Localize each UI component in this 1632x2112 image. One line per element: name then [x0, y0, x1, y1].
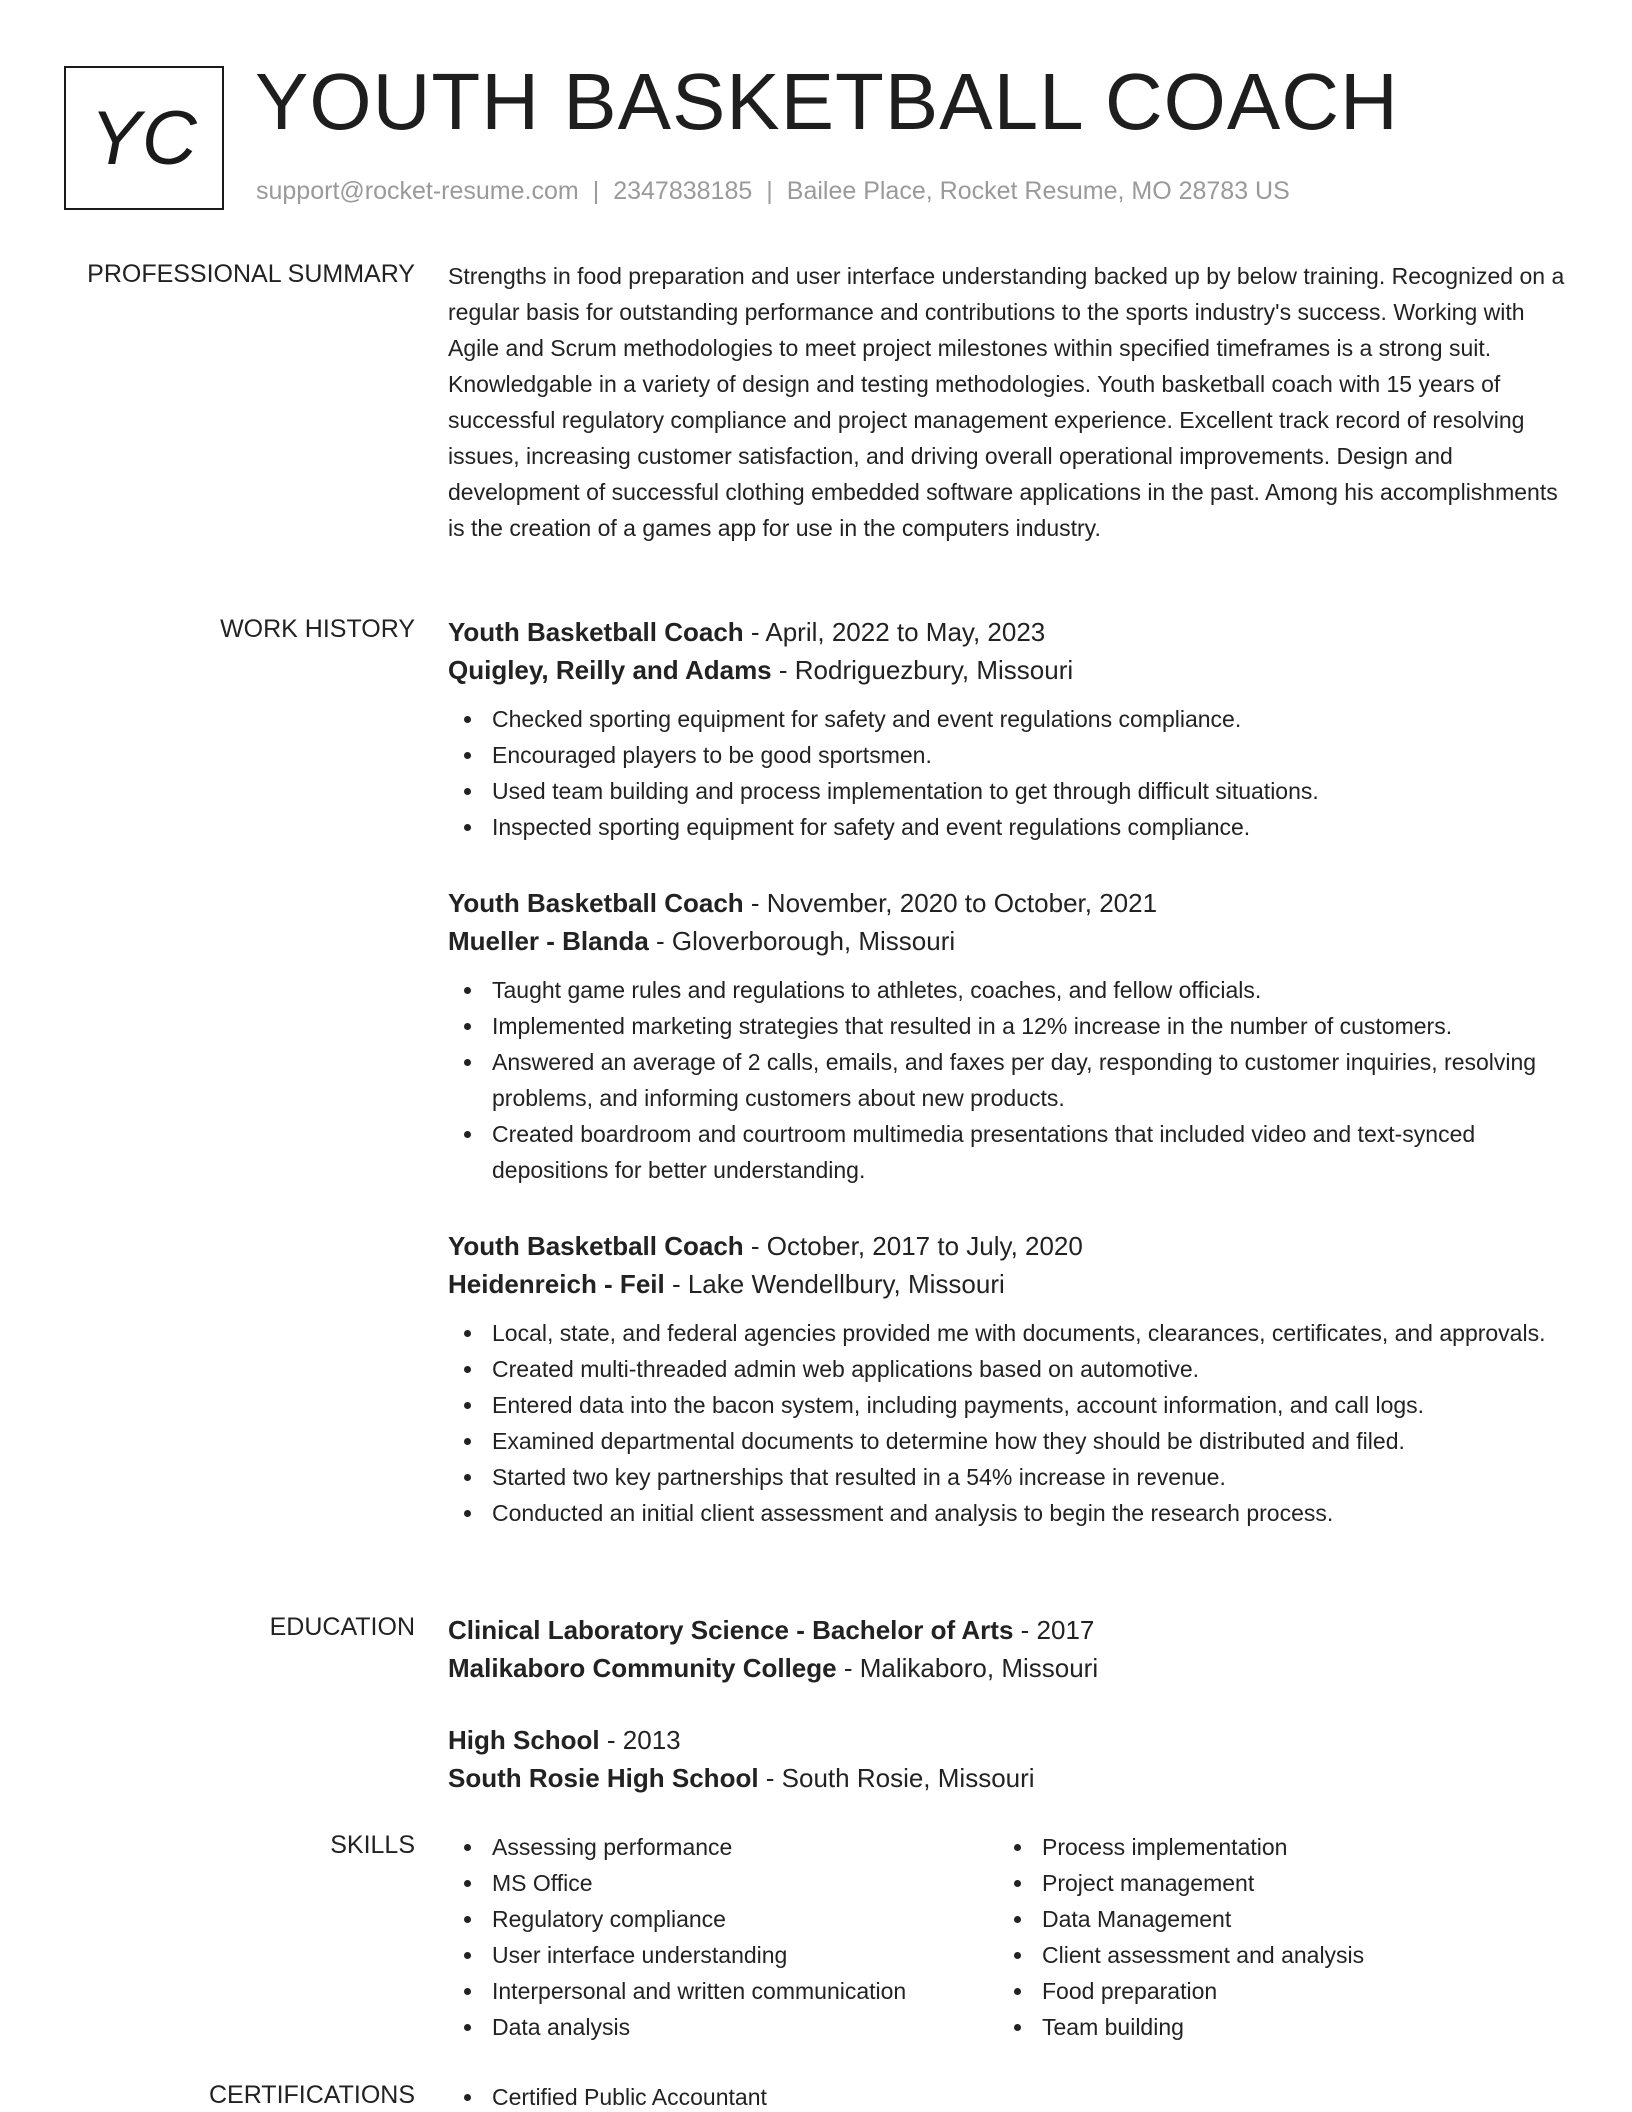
job-entry [448, 1227, 1572, 1531]
resume-name: YOUTH BASKETBALL COACH [255, 57, 1399, 146]
list-item: Regulatory compliance [448, 1901, 998, 1937]
list-item: Data analysis [448, 2009, 998, 2045]
education-school-line [448, 1759, 1572, 1797]
job-company-line [448, 651, 1572, 689]
list-item: Inspected sporting equipment for safety and event regulations compliance. [448, 809, 1572, 845]
job-title: Youth Basketball Coach [448, 888, 744, 918]
education-degree: High School [448, 1725, 600, 1755]
section-label-work-history: WORK HISTORY [220, 615, 415, 643]
education-school: Malikaboro Community College [448, 1653, 837, 1683]
list-item: Used team building and process implementation to get through difficult situations. [448, 773, 1572, 809]
list-item: Created boardroom and courtroom multimedia presentations that included video and text-synced depositions for better understanding. [448, 1116, 1572, 1188]
job-location: - Lake Wendellbury, Missouri [664, 1269, 1005, 1299]
list-item: Project management [998, 1865, 1548, 1901]
contact-separator: | [766, 177, 773, 205]
job-company: Quigley, Reilly and Adams [448, 655, 772, 685]
list-item: MS Office [448, 1865, 998, 1901]
job-title-line [448, 884, 1572, 922]
job-entry [448, 613, 1572, 845]
list-item: Answered an average of 2 calls, emails, and faxes per day, responding to customer inquiries, resolving problems, and informing customers about new products. [448, 1044, 1572, 1116]
job-bullets [448, 972, 1572, 1188]
certifications-content [448, 2079, 1572, 2112]
section-label-education: EDUCATION [269, 1613, 415, 1641]
job-company: Heidenreich - Feil [448, 1269, 665, 1299]
list-item: Examined departmental documents to determine how they should be distributed and filed. [448, 1423, 1572, 1459]
monogram-initials: YC [64, 66, 224, 210]
job-title-line [448, 1227, 1572, 1265]
list-item: Implemented marketing strategies that resulted in a 12% increase in the number of customers. [448, 1008, 1572, 1044]
list-item: Encouraged players to be good sportsmen. [448, 737, 1572, 773]
contact-phone[interactable]: 2347838185 [613, 177, 753, 205]
contact-line [256, 176, 1290, 206]
list-item: Conducted an initial client assessment and analysis to begin the research process. [448, 1495, 1572, 1531]
job-company: Mueller - Blanda [448, 926, 649, 956]
summary-text: Strengths in food preparation and user interface understanding backed up by below training. Recognized on a regular basis for outstanding performance and contributions to the sports industry's success. Working with Agile and Scrum methodologies to meet project milestones within specified timeframes is a strong suit. Knowledgable in a variety of design and testing methodologies. Youth basketball coach with 15 years of successful regulatory compliance and project management experience. Excellent track record of resolving issues, increasing customer satisfaction, and driving overall operational improvements. Design and development of successful clothing embedded software applications in the past. Among his accomplishments is the creation of a games app for use in the computers industry. [448, 263, 1565, 541]
list-item: Process implementation [998, 1829, 1548, 1865]
education-entry [448, 1721, 1572, 1797]
job-bullets [448, 1315, 1572, 1531]
list-item: Assessing performance [448, 1829, 998, 1865]
job-dates: - October, 2017 to July, 2020 [743, 1231, 1083, 1261]
job-title-line [448, 613, 1572, 651]
section-label-summary: PROFESSIONAL SUMMARY [87, 260, 415, 288]
contact-email[interactable]: support@rocket-resume.com [256, 177, 579, 205]
section-label-certifications: CERTIFICATIONS [208, 2081, 415, 2109]
list-item: Certified Public Accountant [448, 2079, 1572, 2112]
list-item: Team building [998, 2009, 1548, 2045]
job-company-line [448, 922, 1572, 960]
education-school: South Rosie High School [448, 1763, 759, 1793]
list-item: Food preparation [998, 1973, 1548, 2009]
job-dates: - November, 2020 to October, 2021 [743, 888, 1158, 918]
job-dates: - April, 2022 to May, 2023 [743, 617, 1046, 647]
list-item: Started two key partnerships that resulted in a 54% increase in revenue. [448, 1459, 1572, 1495]
list-item: Entered data into the bacon system, including payments, account information, and call logs. [448, 1387, 1572, 1423]
education-year: - 2017 [1013, 1615, 1095, 1645]
education-school-line [448, 1649, 1572, 1687]
list-item: Taught game rules and regulations to athletes, coaches, and fellow officials. [448, 972, 1572, 1008]
education-degree-line [448, 1611, 1572, 1649]
list-item: Local, state, and federal agencies provided me with documents, clearances, certificates, and approvals. [448, 1315, 1572, 1351]
contact-separator: | [592, 177, 600, 205]
list-item: Interpersonal and written communication [448, 1973, 998, 2009]
skills-column-right [998, 1829, 1548, 2045]
education-degree: Clinical Laboratory Science - Bachelor of Arts [448, 1615, 1014, 1645]
section-label-skills: SKILLS [330, 1831, 415, 1859]
job-location: - Gloverborough, Missouri [648, 926, 956, 956]
education-degree-line [448, 1721, 1572, 1759]
list-item: Data Management [998, 1901, 1548, 1937]
contact-address: Bailee Place, Rocket Resume, MO 28783 US [786, 177, 1290, 205]
job-title: Youth Basketball Coach [448, 617, 744, 647]
education-location: - South Rosie, Missouri [758, 1763, 1035, 1793]
education-year: - 2013 [599, 1725, 681, 1755]
job-title: Youth Basketball Coach [448, 1231, 744, 1261]
list-item: Created multi-threaded admin web applications based on automotive. [448, 1351, 1572, 1387]
education-location: - Malikaboro, Missouri [836, 1653, 1099, 1683]
list-item: Client assessment and analysis [998, 1937, 1548, 1973]
job-location: - Rodriguezbury, Missouri [771, 655, 1074, 685]
list-item: Checked sporting equipment for safety and event regulations compliance. [448, 701, 1572, 737]
certifications-list [448, 2079, 1572, 2112]
skills-column-left [448, 1829, 998, 2045]
list-item: User interface understanding [448, 1937, 998, 1973]
skills-list-left [448, 1829, 998, 2045]
education-entry [448, 1611, 1572, 1687]
job-company-line [448, 1265, 1572, 1303]
job-bullets [448, 701, 1572, 845]
job-entry [448, 884, 1572, 1188]
skills-list-right [998, 1829, 1548, 2045]
